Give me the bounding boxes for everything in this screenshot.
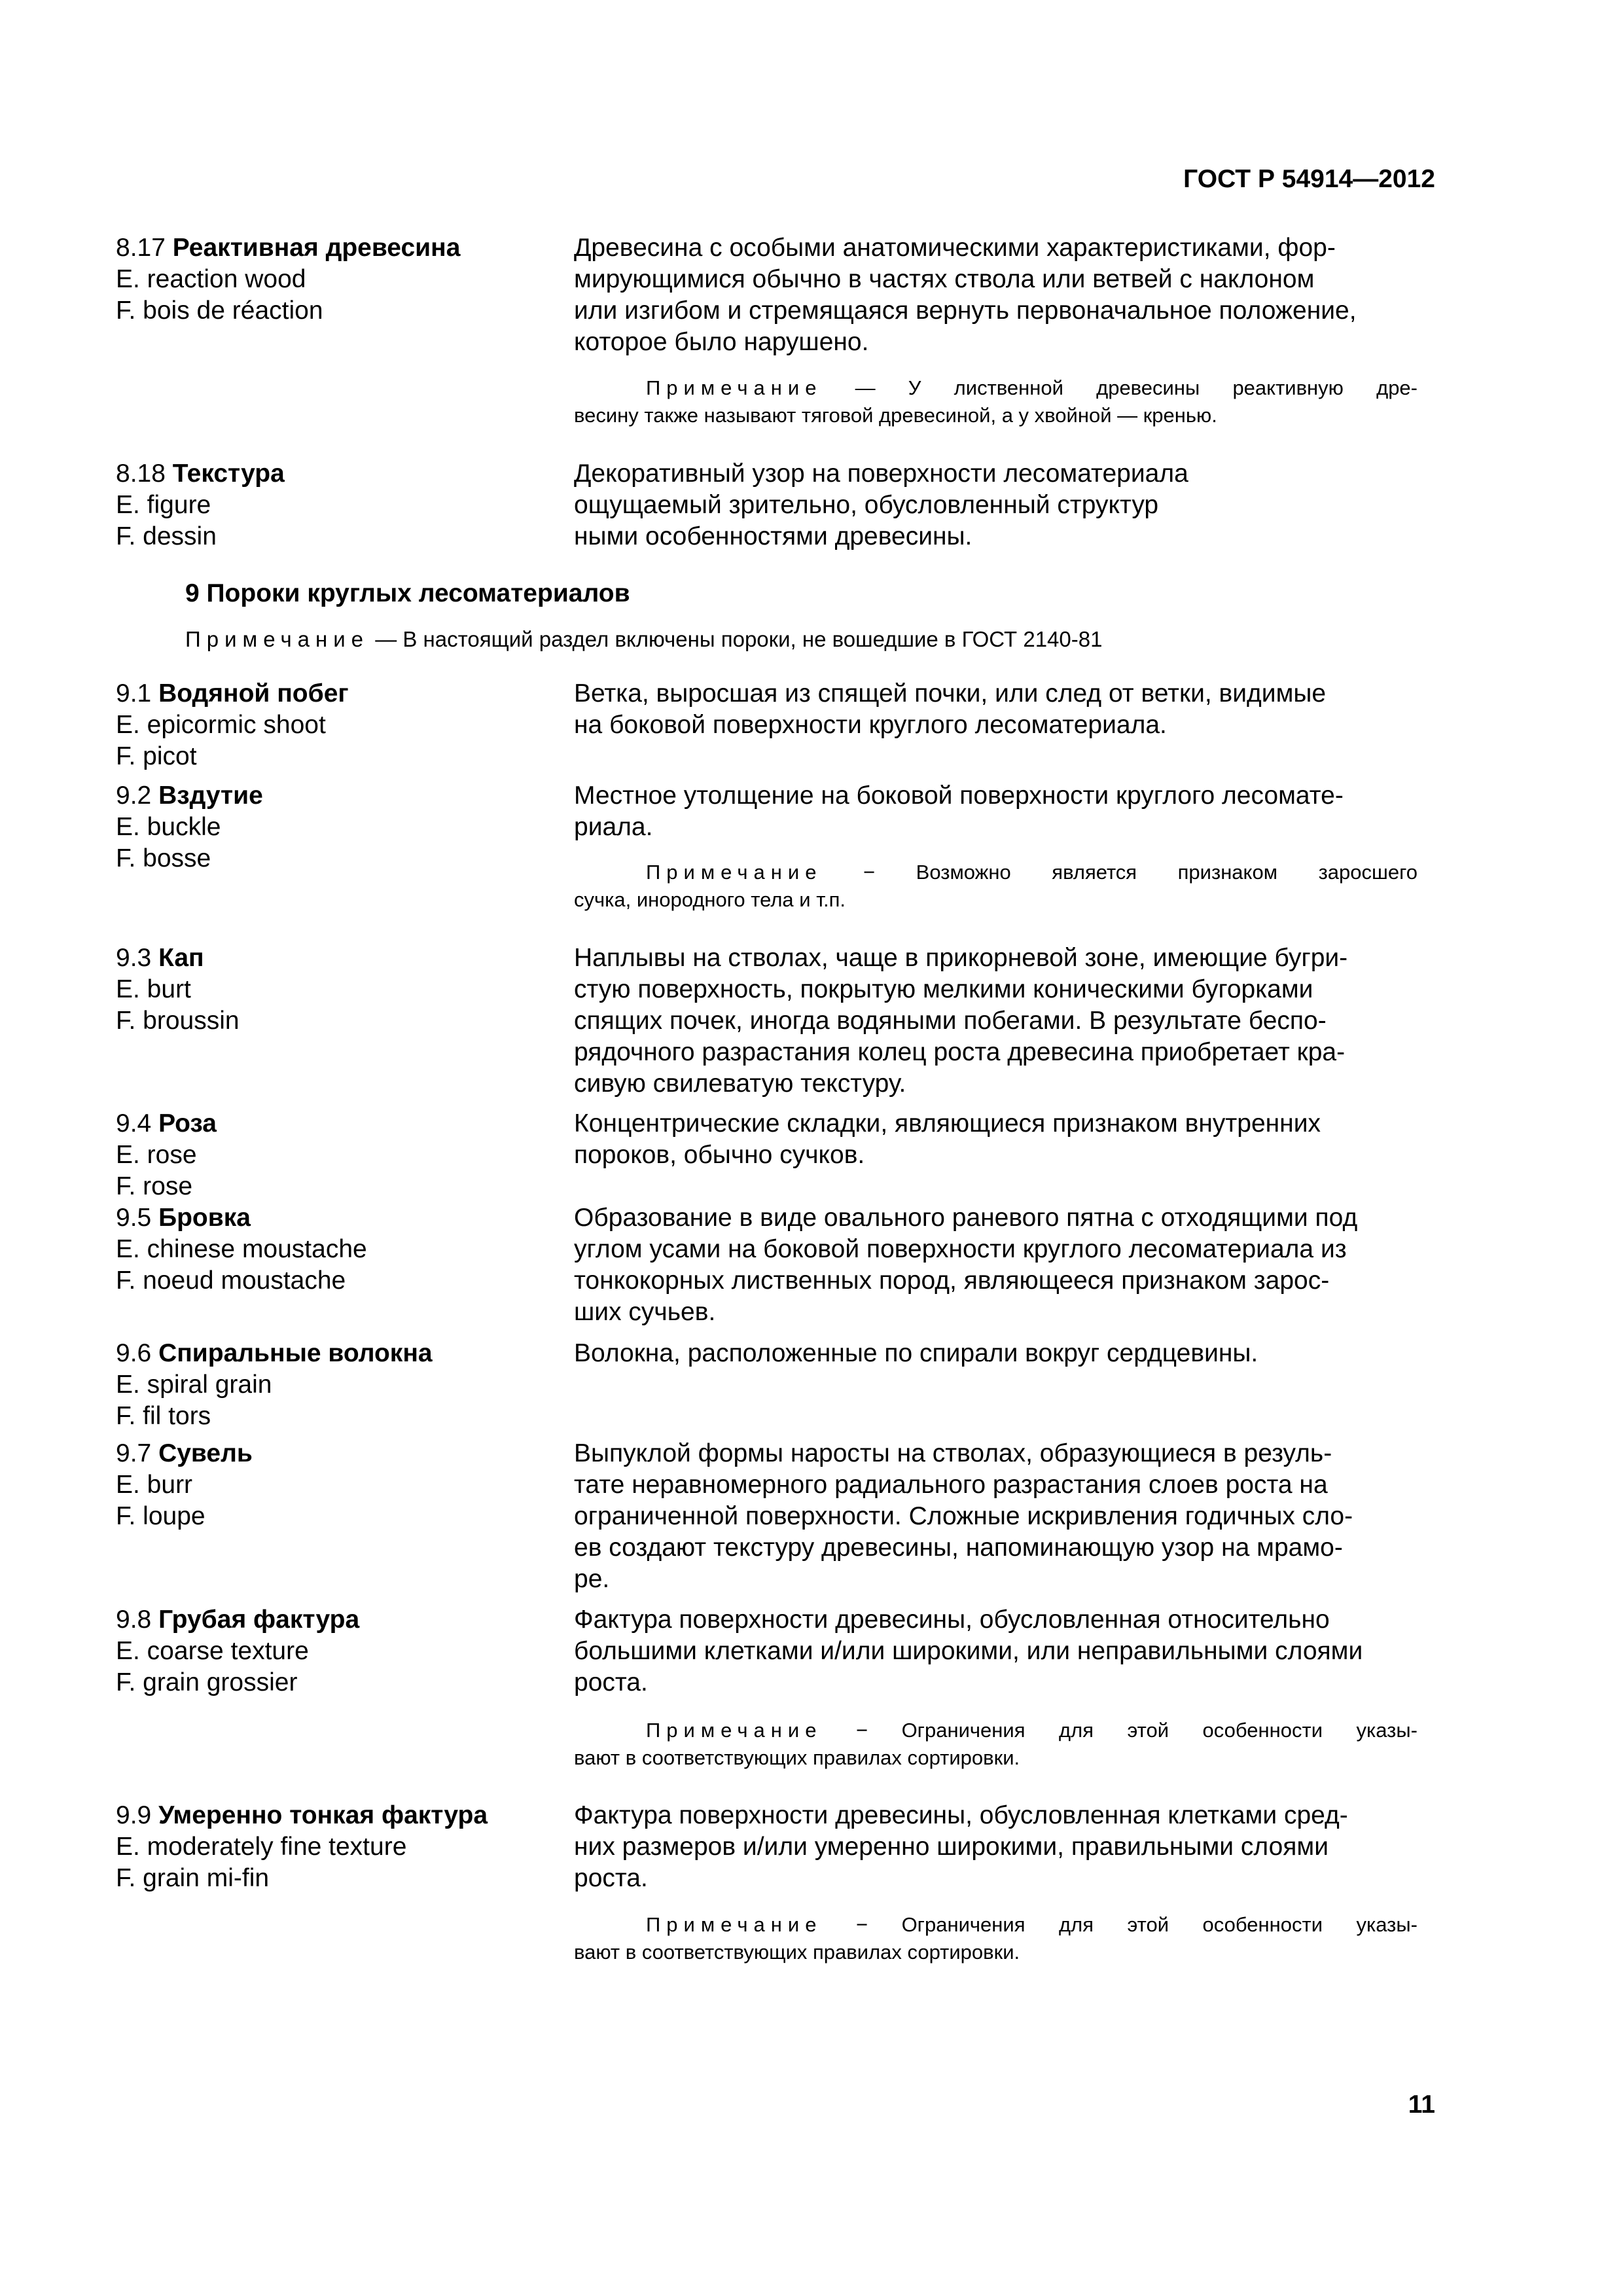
term-name: Водяной побег bbox=[158, 679, 349, 708]
section-note bbox=[185, 627, 1102, 652]
term-english: E. coarse texture bbox=[116, 1637, 309, 1665]
definition-line: Фактура поверхности древесины, обусловленная относительно bbox=[574, 1605, 1330, 1634]
term-french: F. grain mi-fin bbox=[116, 1864, 270, 1892]
term-heading bbox=[116, 1800, 561, 1894]
definition-line: углом усами на боковой поверхности круглого лесоматериала из bbox=[574, 1235, 1347, 1263]
term-definition bbox=[574, 1604, 1431, 1698]
term-number: 9.9 bbox=[116, 1801, 152, 1829]
definition-line: тонкокорных лиственных пород, являющееся признаком зарос- bbox=[574, 1266, 1330, 1295]
definition-line: пороков, обычно сучков. bbox=[574, 1141, 865, 1169]
term-definition bbox=[574, 1202, 1431, 1328]
term-french: F. loupe bbox=[116, 1502, 205, 1530]
term-name: Роза bbox=[158, 1109, 217, 1138]
definition-line: ев создают текстуру древесины, напоминающую узор на мрамо- bbox=[574, 1534, 1343, 1562]
note-text: − Возможно является признаком заросшего bbox=[863, 861, 1418, 884]
term-heading bbox=[116, 458, 561, 552]
term-name: Текстура bbox=[172, 459, 285, 488]
page-number: 11 bbox=[1408, 2090, 1435, 2119]
note-text: − Ограничения для этой особенности указы- bbox=[855, 1719, 1418, 1742]
term-french: F. bois de réaction bbox=[116, 296, 323, 325]
term-heading bbox=[116, 1338, 561, 1432]
term-definition bbox=[574, 1438, 1431, 1595]
term-english: E. buckle bbox=[116, 813, 221, 841]
term-french: F. picot bbox=[116, 742, 197, 770]
term-english: E. figure bbox=[116, 491, 211, 519]
term-french: F. broussin bbox=[116, 1007, 240, 1035]
term-definition bbox=[574, 1108, 1431, 1171]
note-text: весину также называют тяговой древесиной, а у хвойной — кренью. bbox=[574, 404, 1217, 427]
term-number: 8.18 bbox=[116, 459, 166, 488]
term-heading bbox=[116, 678, 561, 772]
term-english: E. chinese moustache bbox=[116, 1235, 367, 1263]
definition-line: Декоративный узор на поверхности лесоматериала bbox=[574, 459, 1188, 488]
term-name: Вздутие bbox=[158, 781, 263, 810]
definition-line: рядочного разрастания колец роста древесина приобретает кра- bbox=[574, 1038, 1346, 1066]
term-name: Спиральные волокна bbox=[158, 1339, 433, 1367]
page-header: ГОСТ Р 54914—2012 bbox=[1183, 165, 1435, 193]
term-heading bbox=[116, 942, 561, 1037]
term-number: 9.1 bbox=[116, 679, 152, 708]
term-name: Реактивная древесина bbox=[172, 234, 461, 262]
section-note-label: Примечание bbox=[185, 627, 370, 651]
term-number: 8.17 bbox=[116, 234, 166, 262]
term-number: 9.8 bbox=[116, 1605, 152, 1634]
definition-line: Древесина с особыми анатомическими характеристиками, фор- bbox=[574, 234, 1336, 262]
term-heading bbox=[116, 1108, 561, 1202]
term-name: Грубая фактура bbox=[158, 1605, 360, 1634]
note-text: − Ограничения для этой особенности указы- bbox=[855, 1913, 1418, 1936]
definition-line: Фактура поверхности древесины, обусловленная клетками сред- bbox=[574, 1801, 1348, 1829]
term-definition bbox=[574, 458, 1431, 552]
term-french: F. bosse bbox=[116, 844, 211, 872]
note-label: Примечание bbox=[646, 376, 823, 399]
term-number: 9.2 bbox=[116, 781, 152, 810]
term-heading bbox=[116, 1438, 561, 1532]
definition-line: ре. bbox=[574, 1565, 610, 1593]
term-definition bbox=[574, 780, 1431, 843]
note-text: — У лиственной древесины реактивную дре- bbox=[855, 376, 1418, 399]
definition-line: ощущаемый зрительно, обусловленный структур bbox=[574, 491, 1159, 519]
note-label: Примечание bbox=[646, 1719, 823, 1742]
term-name: Кап bbox=[158, 944, 204, 972]
definition-line: ными особенностями древесины. bbox=[574, 522, 972, 550]
definition-line: мирующимися обычно в частях ствола или ветвей с наклоном bbox=[574, 265, 1315, 293]
term-note bbox=[574, 1717, 1418, 1772]
term-number: 9.5 bbox=[116, 1204, 152, 1232]
term-english: E. spiral grain bbox=[116, 1371, 272, 1399]
definition-line: Концентрические складки, являющиеся признаком внутренних bbox=[574, 1109, 1321, 1138]
term-french: F. rose bbox=[116, 1172, 193, 1200]
definition-line: ограниченной поверхности. Сложные искривления годичных сло- bbox=[574, 1502, 1353, 1530]
definition-line: Наплывы на стволах, чаще в прикорневой зоне, имеющие бугри- bbox=[574, 944, 1348, 972]
definition-line: Волокна, расположенные по спирали вокруг сердцевины. bbox=[574, 1339, 1258, 1367]
term-english: E. burr bbox=[116, 1471, 193, 1499]
term-note bbox=[574, 1911, 1418, 1966]
note-text: вают в соответствующих правилах сортировки. bbox=[574, 1746, 1020, 1769]
term-english: E. reaction wood bbox=[116, 265, 306, 293]
term-french: F. noeud moustache bbox=[116, 1266, 346, 1295]
note-text: сучка, инородного тела и т.п. bbox=[574, 888, 846, 911]
term-name: Бровка bbox=[158, 1204, 251, 1232]
definition-line: Местное утолщение на боковой поверхности круглого лесомате- bbox=[574, 781, 1344, 810]
definition-line: них размеров и/или умеренно широкими, правильными слоями bbox=[574, 1833, 1329, 1861]
definition-line: большими клетками и/или широкими, или неправильными слоями bbox=[574, 1637, 1363, 1665]
definition-line: Образование в виде овального раневого пятна с отходящими под bbox=[574, 1204, 1358, 1232]
term-name: Умеренно тонкая фактура bbox=[158, 1801, 488, 1829]
term-english: E. moderately fine texture bbox=[116, 1833, 407, 1861]
definition-line: или изгибом и стремящаяся вернуть первоначальное положение, bbox=[574, 296, 1357, 325]
definition-line: роста. bbox=[574, 1668, 648, 1696]
term-definition bbox=[574, 1800, 1431, 1894]
term-definition bbox=[574, 1338, 1431, 1369]
note-text: вают в соответствующих правилах сортировки. bbox=[574, 1941, 1020, 1964]
definition-line: риала. bbox=[574, 813, 653, 841]
term-number: 9.3 bbox=[116, 944, 152, 972]
term-heading bbox=[116, 780, 561, 874]
note-label: Примечание bbox=[646, 861, 823, 884]
note-label: Примечание bbox=[646, 1913, 823, 1936]
definition-line: сивую свилеватую текстуру. bbox=[574, 1069, 906, 1098]
term-number: 9.7 bbox=[116, 1439, 152, 1467]
term-definition bbox=[574, 678, 1431, 741]
definition-line: которое было нарушено. bbox=[574, 328, 869, 356]
definition-line: Выпуклой формы наросты на стволах, образующиеся в резуль- bbox=[574, 1439, 1332, 1467]
term-english: E. rose bbox=[116, 1141, 197, 1169]
term-heading bbox=[116, 1202, 561, 1297]
definition-line: тате неравномерного радиального разрастания слоев роста на bbox=[574, 1471, 1328, 1499]
definition-line: стую поверхность, покрытую мелкими коническими бугорками bbox=[574, 975, 1313, 1003]
term-french: F. dessin bbox=[116, 522, 217, 550]
term-french: F. grain grossier bbox=[116, 1668, 298, 1696]
term-heading bbox=[116, 232, 561, 327]
term-english: E. epicormic shoot bbox=[116, 711, 326, 739]
term-definition bbox=[574, 942, 1431, 1100]
section-note-text: — В настоящий раздел включены пороки, не вошедшие в ГОСТ 2140-81 bbox=[375, 627, 1103, 651]
term-note bbox=[574, 374, 1418, 429]
term-number: 9.4 bbox=[116, 1109, 152, 1138]
term-french: F. fil tors bbox=[116, 1402, 211, 1430]
definition-line: спящих почек, иногда водяными побегами. В результате беспо- bbox=[574, 1007, 1327, 1035]
term-note bbox=[574, 859, 1418, 914]
section-title: 9 Пороки круглых лесоматериалов bbox=[185, 579, 630, 607]
term-definition bbox=[574, 232, 1431, 358]
term-name: Сувель bbox=[158, 1439, 253, 1467]
term-english: E. burt bbox=[116, 975, 191, 1003]
definition-line: Ветка, выросшая из спящей почки, или след от ветки, видимые bbox=[574, 679, 1327, 708]
definition-line: ших сучьев. bbox=[574, 1298, 716, 1326]
definition-line: роста. bbox=[574, 1864, 648, 1892]
term-heading bbox=[116, 1604, 561, 1698]
definition-line: на боковой поверхности круглого лесоматериала. bbox=[574, 711, 1167, 739]
term-number: 9.6 bbox=[116, 1339, 152, 1367]
